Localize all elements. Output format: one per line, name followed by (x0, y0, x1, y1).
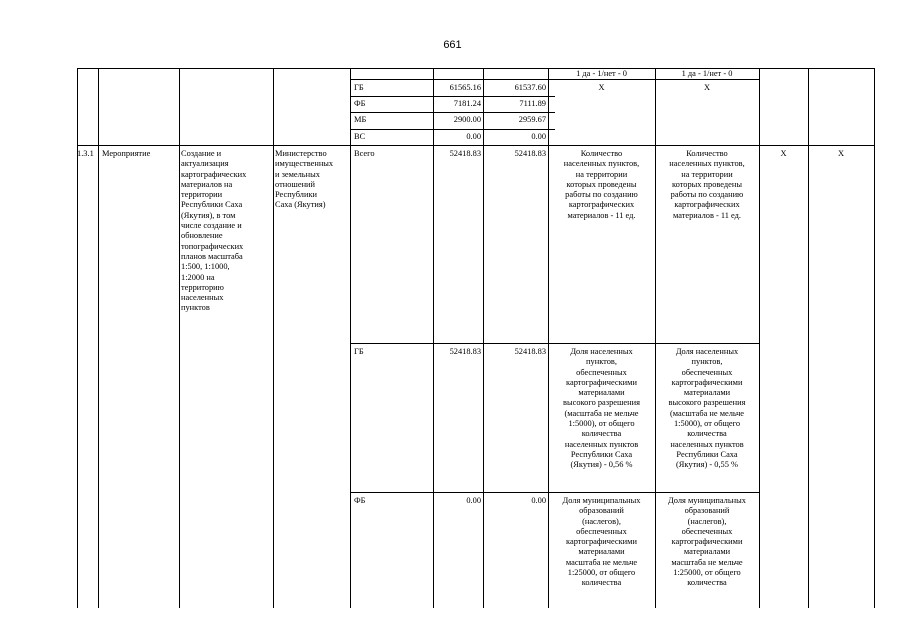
col-rule (273, 68, 274, 608)
text-line: Количество (580, 149, 623, 158)
text-line: Саха (Якутия) (275, 200, 326, 210)
text-line: населенных пунктов, (669, 159, 745, 169)
text-line: количества (581, 578, 622, 588)
text-line: работы по созданию (565, 190, 638, 200)
text-line: 1:25000, от общего (567, 568, 636, 578)
funding-source: ГБ (354, 347, 364, 356)
indicator-cell (548, 496, 655, 589)
item-executor (275, 149, 333, 211)
funding-source: ФБ (354, 99, 366, 108)
amount-cell: 52418.83 (449, 149, 481, 158)
budget-table (77, 68, 875, 608)
text-line: на территории (575, 169, 628, 179)
row-rule (350, 112, 555, 113)
col-rule (98, 68, 99, 608)
x-mark: Х (780, 149, 787, 158)
item-name (181, 149, 246, 314)
text-line: населенных пунктов (670, 439, 744, 449)
text-line: масштаба не мельче (671, 557, 743, 567)
text-line: населенных пунктов, (563, 159, 640, 169)
text-line: 1:25000, от общего (673, 568, 741, 578)
text-line: пунктов, (691, 357, 723, 367)
text-line: (Якутия) - 0,56 % (570, 460, 633, 470)
amount-cell: 2900.00 (453, 115, 481, 124)
text-line: 1:500, 1:1000, (181, 262, 230, 272)
text-line: Доля муниципальных (562, 496, 641, 505)
funding-source: ВС (354, 132, 366, 141)
amount-cell: 0.00 (531, 496, 546, 505)
indicator-header: 1 да - 1/нет - 0 (576, 69, 627, 78)
text-line: обеспеченных (576, 367, 627, 377)
text-line: Доля муниципальных (668, 496, 746, 505)
text-line: актуализация (181, 159, 229, 169)
text-line: территории (181, 190, 223, 200)
amount-cell: 2959.67 (518, 115, 546, 124)
amount-cell: 0.00 (466, 132, 481, 141)
row-rule (350, 96, 555, 97)
text-line: Создание и (181, 149, 222, 158)
text-line: картографических (568, 200, 635, 210)
indicator-cell (548, 149, 655, 221)
amount-cell: 0.00 (466, 496, 481, 505)
text-line: материалами (578, 388, 625, 398)
text-line: пунктов (181, 303, 210, 313)
text-line: Доля населенных (570, 347, 633, 356)
amount-cell: 52418.83 (514, 347, 546, 356)
text-line: обеспеченных (681, 367, 733, 377)
text-line: числе создание и (181, 221, 242, 231)
indicator-cell (548, 347, 655, 471)
text-line: Республики Саха (570, 449, 633, 459)
text-line: картографическими (671, 537, 743, 547)
text-line: картографических (181, 169, 247, 179)
amount-cell: 7181.24 (453, 99, 481, 108)
row-rule (350, 343, 759, 344)
text-line: Республики (275, 190, 318, 200)
amount-cell: 0.00 (531, 132, 546, 141)
text-line: картографическими (671, 377, 743, 387)
text-line: материалов на (181, 179, 233, 189)
text-line: территорию (181, 282, 224, 292)
text-line: работы по созданию (670, 190, 744, 200)
funding-source: ГБ (354, 83, 364, 92)
item-number: 1.3.1 (77, 149, 94, 158)
text-line: обеспеченных (576, 526, 627, 536)
text-line: планов масштаба (181, 251, 243, 261)
text-line: топографических (181, 241, 244, 251)
text-line: (наслегов), (582, 516, 621, 526)
text-line: (Якутия) - 0,55 % (676, 460, 738, 470)
text-line: материалов - 11 ед. (673, 210, 741, 220)
text-line: (наслегов), (687, 516, 727, 526)
text-line: материалов - 11 ед. (567, 210, 636, 220)
item-type: Мероприятие (102, 149, 151, 158)
text-line: количества (687, 578, 727, 588)
text-line: населенных (181, 293, 224, 303)
text-line: обеспеченных (681, 526, 733, 536)
text-line: пунктов, (586, 357, 617, 367)
text-line: картографических (674, 200, 740, 210)
indicator-cell (655, 496, 759, 589)
text-line: материалами (683, 388, 731, 398)
text-line: материалами (578, 547, 625, 557)
text-line: (масштаба не мельче (669, 408, 745, 418)
x-mark: Х (598, 83, 605, 92)
indicator-cell (655, 347, 759, 471)
amount-cell: 52418.83 (449, 347, 481, 356)
amount-cell: 7111.89 (519, 99, 546, 108)
text-line: количества (687, 429, 727, 439)
text-line: имущественных (275, 159, 334, 169)
text-line: картографическими (566, 377, 637, 387)
text-line: (Якутия), в том (181, 210, 236, 220)
text-line: отношений (275, 179, 316, 189)
row-rule (350, 129, 555, 130)
text-line: материалами (683, 547, 731, 557)
text-line: обновление (181, 231, 223, 241)
text-line: Количество (686, 149, 728, 158)
x-mark: Х (837, 149, 845, 158)
text-line: масштаба не мельче (565, 557, 638, 567)
text-line: образований (579, 506, 624, 516)
text-line: населенных пунктов (564, 439, 639, 449)
amount-cell: 61565.16 (449, 83, 481, 92)
text-line: которых проведены (671, 179, 742, 189)
x-mark: Х (703, 83, 711, 92)
amount-cell: 52418.83 (514, 149, 546, 158)
funding-source: Всего (354, 149, 375, 158)
text-line: которых проведены (566, 179, 637, 189)
text-line: образований (684, 506, 730, 516)
text-line: Министерство (275, 149, 327, 158)
row-rule (350, 492, 759, 493)
row-rule (77, 145, 875, 146)
funding-source: ФБ (354, 496, 366, 505)
funding-source: МБ (354, 115, 367, 124)
text-line: количества (581, 429, 622, 439)
indicator-cell (655, 149, 759, 221)
text-line: (масштаба не мельче (564, 408, 639, 418)
text-line: высокого разрешения (563, 398, 640, 408)
text-line: картографическими (566, 537, 637, 547)
text-line: 1:5000), от общего (568, 419, 635, 429)
page-number: 661 (443, 39, 462, 51)
text-line: на территории (681, 169, 733, 179)
text-line: высокого разрешения (668, 398, 746, 408)
col-rule (179, 68, 180, 608)
text-line: и земельных (275, 169, 320, 179)
col-rule (874, 68, 875, 608)
text-line: Доля населенных (675, 347, 739, 356)
indicator-header: 1 да - 1/нет - 0 (681, 69, 733, 78)
text-line: Республики Саха (181, 200, 243, 210)
col-rule (350, 68, 351, 608)
text-line: 1:5000), от общего (673, 419, 741, 429)
text-line: Республики Саха (676, 449, 738, 459)
amount-cell: 61537.60 (514, 83, 546, 92)
text-line: 1:2000 на (181, 272, 215, 282)
